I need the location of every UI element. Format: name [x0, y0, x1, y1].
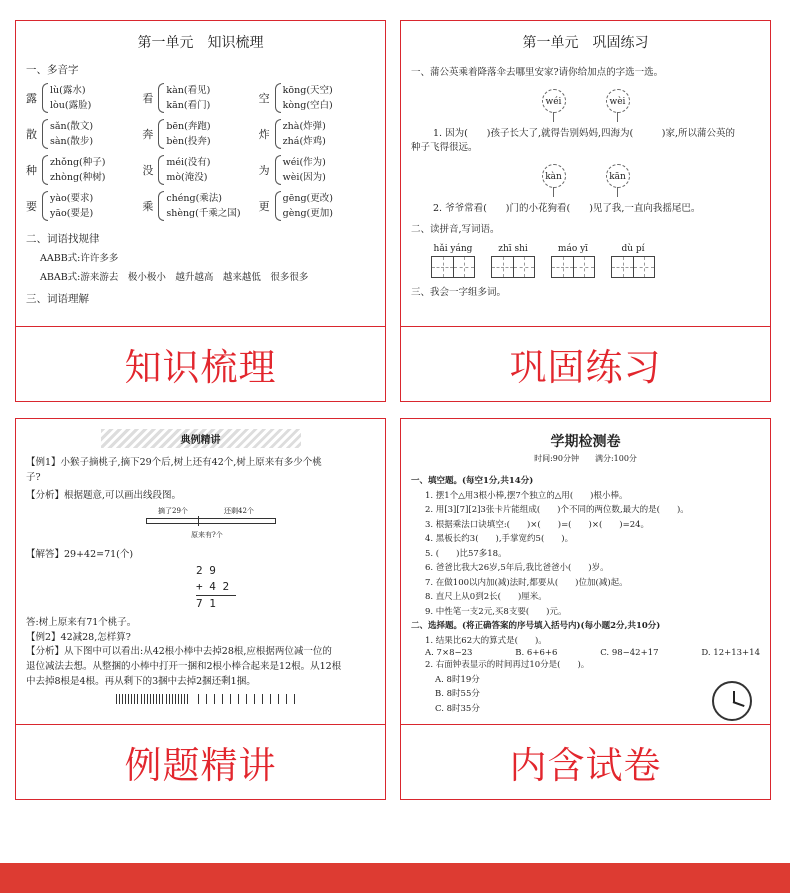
polyphonic-item: 更 gēng(更改) gèng(更加) [258, 193, 333, 219]
pinyin-box: máo yī [551, 244, 595, 278]
choice-options: A. 7×8−23 B. 6+6+6 C. 98−42+17 D. 12+13+14 [425, 648, 760, 658]
dandelion-icon: wéi [534, 85, 574, 123]
rule-line: AABB式:许许多多 [40, 253, 119, 264]
segment-diagram: 摘了29个 还剩42个 原来有?个 [146, 506, 286, 546]
page-title: 第一单元 巩固练习 [522, 35, 649, 51]
question-text: 2. 爷爷常看( )门的小花狗看( )见了我,一直向我摇尾巴。 [433, 203, 701, 215]
polyphonic-item: 露 lù(露水) lòu(露脸) [26, 85, 92, 111]
polyphonic-item: 奔 bēn(奔跑) bèn(投奔) [142, 121, 211, 147]
question-text: 一、蒲公英乘着降落伞去哪里安家?请你给加点的字选一选。 [411, 67, 664, 78]
polyphonic-item: 种 zhǒng(种子) zhòng(种树) [26, 157, 106, 183]
analysis-text: 退位减法去想。从整捆的小棒中打开一捆和2根小棒合起来是12根。从12根 [26, 661, 342, 673]
preview-card-knowledge[interactable] [15, 20, 386, 402]
fill-list [411, 489, 760, 620]
rule-line: ABAB式:游来游去 极小极小 越升越高 越来越低 很多很多 [40, 271, 309, 283]
analysis-text: 【分析】根据题意,可以画出线段图。 [26, 490, 182, 502]
polyphonic-item: 炸 zhà(炸弹) zhá(炸鸡) [258, 121, 326, 147]
choice-options: A. 8时19分 B. 8时55分 C. 8时35分 [435, 674, 480, 714]
question-text: 三、我会一字组多词。 [411, 286, 507, 298]
example-text: 子? [26, 471, 41, 483]
page-preview [401, 419, 770, 724]
example-text: 【例1】小猴子摘桃子,摘下29个后,树上还有42个,树上原来有多少个桃 [26, 457, 322, 468]
section-heading: 二、词语找规律 [26, 233, 100, 245]
polyphonic-item: 要 yào(要求) yāo(要是) [26, 193, 94, 219]
polyphonic-item: 看 kàn(看见) kān(看门) [142, 85, 211, 111]
fill-item: 4. 黑板长约3( ),手掌宽约5( )。 [425, 534, 574, 544]
page-preview [401, 21, 770, 326]
pinyin-box: dù pí [611, 244, 655, 278]
preview-card-exam[interactable] [400, 418, 771, 800]
polyphonic-item: 乘 chéng(乘法) shèng(千乘之国) [142, 193, 241, 219]
sticks-illustration [26, 693, 375, 707]
pinyin-box: hǎi yáng [431, 244, 475, 278]
polyphonic-item: 为 wéi(作为) wèi(因为) [258, 157, 326, 183]
fill-item: 7. 在做100以内加(减)法时,都要从( )位加(减)起。 [425, 577, 628, 588]
analysis-text: 中去掉8根是4根。再从剩下的3捆中去掉2捆还剩1捆。 [26, 675, 256, 687]
page-title: 第一单元 知识梳理 [137, 35, 264, 51]
section-heading: 三、词语理解 [26, 293, 89, 306]
bottom-banner [0, 863, 790, 893]
preview-card-practice[interactable] [400, 20, 771, 402]
section-banner: 典例精讲 [101, 429, 301, 448]
pinyin-box: zhī shi [491, 244, 535, 278]
fill-item: 8. 直尺上从0到2长( )厘米。 [425, 592, 547, 602]
fill-item: 2. 用[3][7][2]3张卡片能组成( )个不同的两位数,最大的是( )。 [425, 505, 689, 515]
polyphonic-item: 散 sǎn(散文) sàn(散步) [26, 121, 94, 147]
choice-question: 2. 右面钟表显示的时间再过10分是( )。 [425, 660, 590, 670]
fill-item: 5. ( )比57多18。 [425, 548, 507, 559]
dandelion-icon: kān [598, 160, 638, 198]
example-text: 【例2】42减28,怎样算? [26, 631, 131, 643]
answer-text: 【解答】29+42=71(个) [26, 549, 134, 561]
fill-item: 9. 中性笔一支2元,买8支要( )元。 [425, 606, 567, 617]
page-preview [16, 419, 385, 724]
analysis-text: 【分析】从下图中可以看出:从42根小棒中去掉28根,应根据两位减一位的 [26, 646, 332, 658]
question-text: 二、读拼音,写词语。 [411, 223, 500, 235]
dandelion-options [411, 160, 760, 198]
card-caption: 内含试卷 [401, 724, 770, 799]
fill-item: 3. 根据乘法口诀填空:( )×( )=( )×( )=24。 [425, 519, 650, 530]
clock-icon [712, 681, 752, 721]
polyphonic-grid [26, 83, 375, 221]
card-caption: 巩固练习 [401, 326, 770, 401]
exam-title: 学期检测卷 [550, 434, 621, 450]
fill-item: 6. 爸爸比我大26岁,5年后,我比爸爸小( )岁。 [425, 563, 609, 573]
polyphonic-item: 空 kōng(天空) kòng(空白) [258, 85, 333, 111]
exam-section: 二、选择题。(将正确答案的序号填入括号内)(每小题2分,共10分) [411, 621, 661, 631]
pinyin-grid [431, 244, 760, 278]
dandelion-icon: wèi [598, 85, 638, 123]
page-preview [16, 21, 385, 326]
dandelion-options [411, 85, 760, 123]
section-heading: 一、多音字 [26, 64, 79, 76]
question-text: 种子飞得很远。 [411, 142, 478, 154]
exam-section: 一、填空题。(每空1分,共14分) [411, 476, 534, 486]
question-text: 1. 因为( )孩子长大了,就得告别妈妈,四海为( )家,所以蒲公英的 [433, 127, 735, 139]
exam-subtitle: 时间:90分钟 满分:100分 [534, 454, 637, 463]
vertical-calculation: 2 9 + 4 2 7 1 [196, 563, 375, 612]
reply-text: 答:树上原来有71个桃子。 [26, 616, 137, 628]
preview-card-examples[interactable] [15, 418, 386, 800]
polyphonic-item: 没 méi(没有) mò(淹没) [142, 157, 211, 183]
card-caption: 例题精讲 [16, 724, 385, 799]
choice-question: 1. 结果比62大的算式是( )。 [425, 635, 547, 646]
fill-item: 1. 摆1个△用3根小棒,摆7个独立的△用( )根小棒。 [425, 490, 628, 501]
dandelion-icon: kàn [534, 160, 574, 198]
card-caption: 知识梳理 [16, 326, 385, 401]
